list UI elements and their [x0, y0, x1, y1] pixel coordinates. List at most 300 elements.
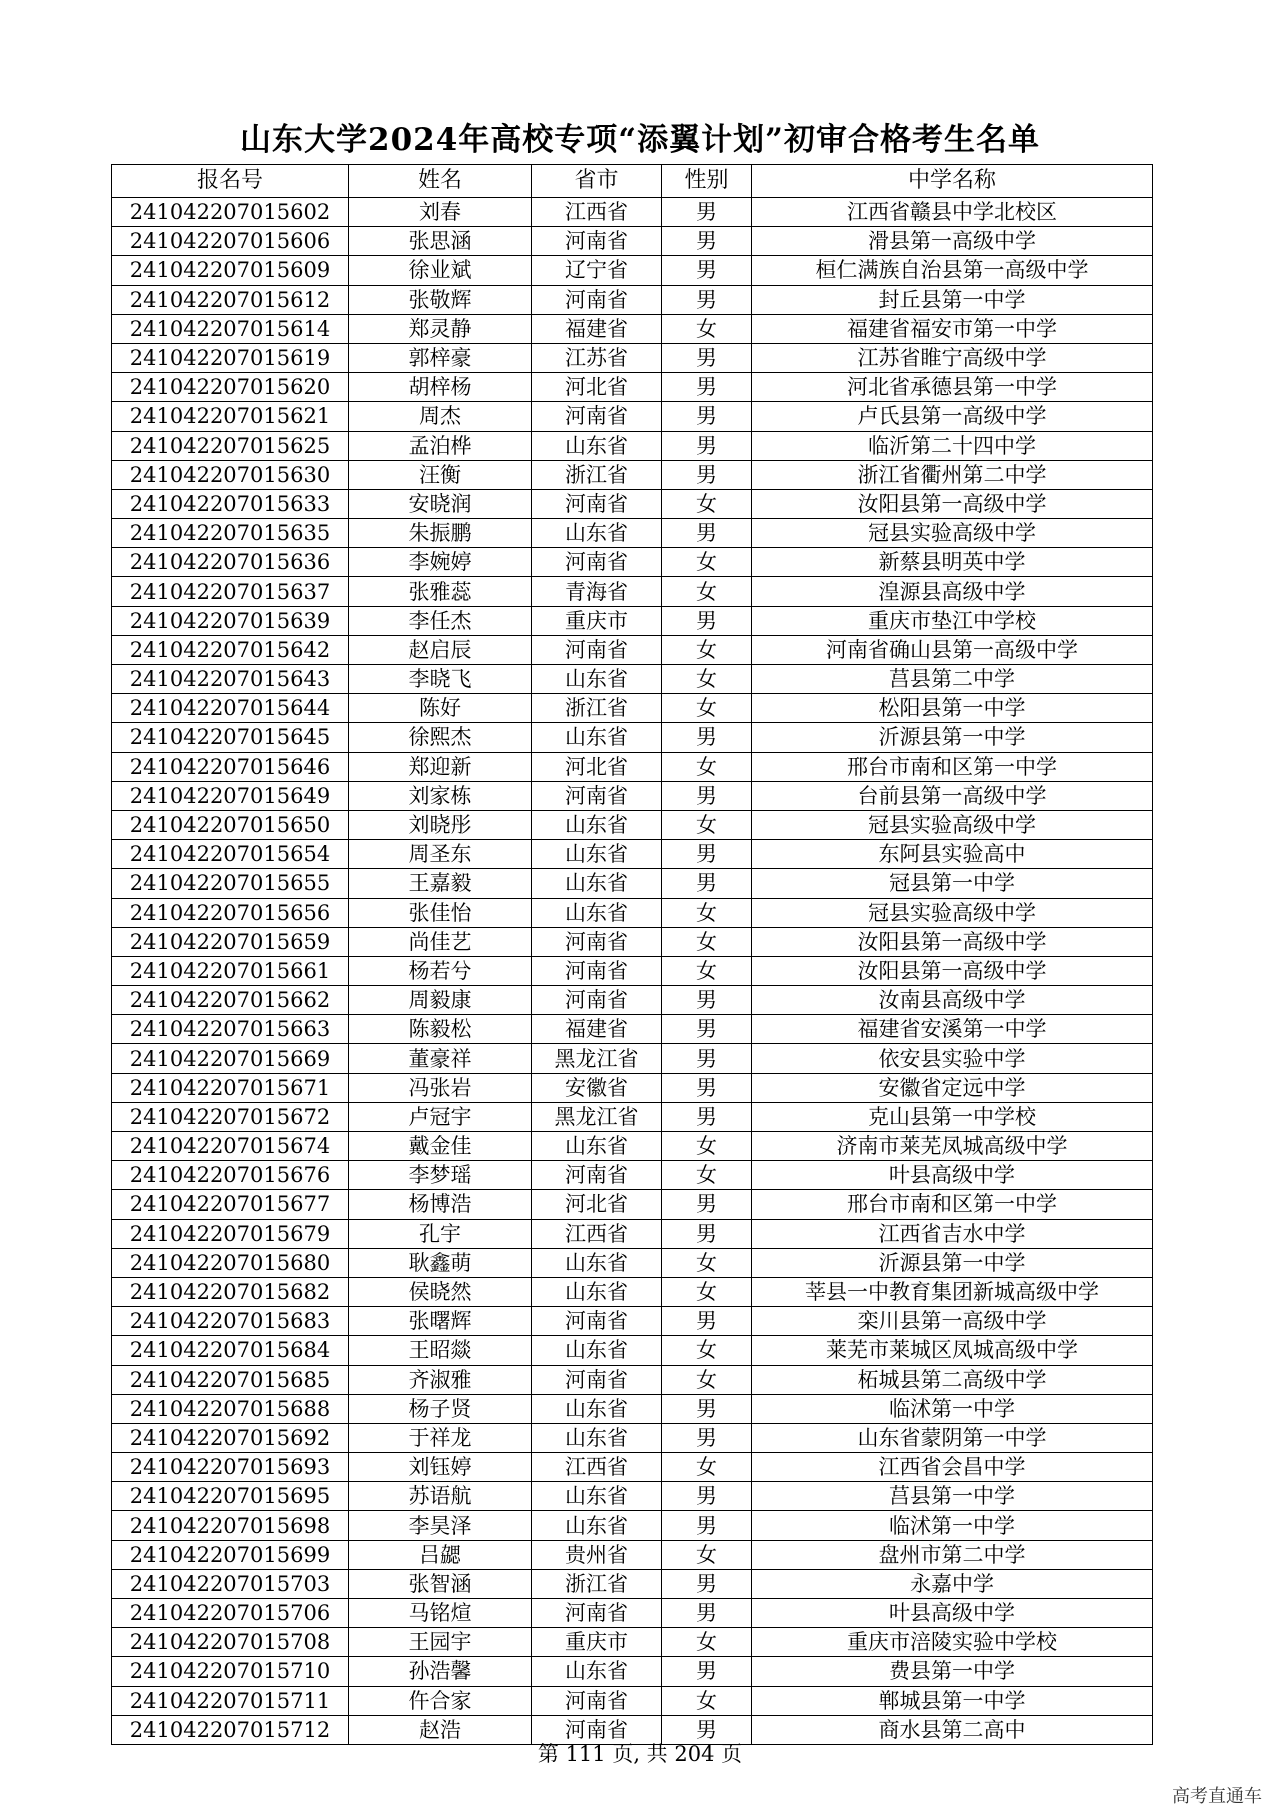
cell-registration-number: 241042207015602	[112, 198, 349, 227]
cell-province: 河南省	[532, 635, 662, 664]
table-row	[112, 665, 1153, 694]
cell-school: 汝阳县第一高级中学	[752, 956, 1153, 985]
table-row	[112, 1540, 1153, 1569]
cell-registration-number: 241042207015619	[112, 343, 349, 372]
cell-registration-number: 241042207015630	[112, 460, 349, 489]
cell-school: 沂源县第一中学	[752, 723, 1153, 752]
cell-registration-number: 241042207015644	[112, 694, 349, 723]
cell-registration-number: 241042207015669	[112, 1044, 349, 1073]
table-row	[112, 1102, 1153, 1131]
table-row	[112, 227, 1153, 256]
cell-registration-number: 241042207015692	[112, 1423, 349, 1452]
cell-registration-number: 241042207015695	[112, 1482, 349, 1511]
cell-gender: 女	[662, 956, 752, 985]
cell-province: 山东省	[532, 1423, 662, 1452]
table-row	[112, 256, 1153, 285]
cell-province: 江西省	[532, 1453, 662, 1482]
cell-school: 冠县第一中学	[752, 869, 1153, 898]
cell-registration-number: 241042207015684	[112, 1336, 349, 1365]
cell-name: 苏语航	[349, 1482, 532, 1511]
cell-registration-number: 241042207015688	[112, 1394, 349, 1423]
cell-registration-number: 241042207015662	[112, 986, 349, 1015]
cell-gender: 女	[662, 489, 752, 518]
cell-province: 山东省	[532, 898, 662, 927]
cell-name: 安晓润	[349, 489, 532, 518]
cell-registration-number: 241042207015645	[112, 723, 349, 752]
cell-gender: 女	[662, 1628, 752, 1657]
cell-gender: 男	[662, 1219, 752, 1248]
table-row	[112, 548, 1153, 577]
cell-province: 河南省	[532, 227, 662, 256]
cell-gender: 男	[662, 1073, 752, 1102]
cell-school: 邢台市南和区第一中学	[752, 752, 1153, 781]
cell-school: 永嘉中学	[752, 1569, 1153, 1598]
cell-gender: 男	[662, 460, 752, 489]
cell-school: 河南省确山县第一高级中学	[752, 635, 1153, 664]
table-header-row	[112, 165, 1153, 198]
table-row	[112, 1307, 1153, 1336]
cell-gender: 男	[662, 1394, 752, 1423]
cell-name: 张敬辉	[349, 285, 532, 314]
cell-registration-number: 241042207015625	[112, 431, 349, 460]
cell-school: 汝南县高级中学	[752, 986, 1153, 1015]
cell-name: 李任杰	[349, 606, 532, 635]
cell-name: 刘晓彤	[349, 810, 532, 839]
cell-registration-number: 241042207015642	[112, 635, 349, 664]
cell-province: 福建省	[532, 1015, 662, 1044]
cell-province: 山东省	[532, 1482, 662, 1511]
cell-registration-number: 241042207015650	[112, 810, 349, 839]
cell-province: 河北省	[532, 373, 662, 402]
cell-school: 桓仁满族自治县第一高级中学	[752, 256, 1153, 285]
cell-province: 山东省	[532, 1132, 662, 1161]
cell-registration-number: 241042207015676	[112, 1161, 349, 1190]
cell-province: 河北省	[532, 752, 662, 781]
table-row	[112, 810, 1153, 839]
table-row	[112, 1599, 1153, 1628]
table-row	[112, 1423, 1153, 1452]
cell-name: 赵启辰	[349, 635, 532, 664]
table-row	[112, 1453, 1153, 1482]
table-row	[112, 314, 1153, 343]
table-row	[112, 694, 1153, 723]
cell-name: 冯张岩	[349, 1073, 532, 1102]
cell-province: 贵州省	[532, 1540, 662, 1569]
cell-registration-number: 241042207015654	[112, 840, 349, 869]
cell-name: 周圣东	[349, 840, 532, 869]
table-row	[112, 1044, 1153, 1073]
cell-gender: 男	[662, 227, 752, 256]
cell-gender: 女	[662, 927, 752, 956]
cell-gender: 女	[662, 1132, 752, 1161]
cell-province: 山东省	[532, 869, 662, 898]
table-row	[112, 1219, 1153, 1248]
table-row	[112, 1394, 1153, 1423]
watermark: 高考直通车	[1172, 1786, 1262, 1807]
cell-school: 莱芜市莱城区凤城高级中学	[752, 1336, 1153, 1365]
cell-province: 河南省	[532, 1599, 662, 1628]
cell-registration-number: 241042207015703	[112, 1569, 349, 1598]
cell-registration-number: 241042207015682	[112, 1277, 349, 1306]
cell-name: 郑灵静	[349, 314, 532, 343]
cell-registration-number: 241042207015633	[112, 489, 349, 518]
cell-registration-number: 241042207015609	[112, 256, 349, 285]
cell-name: 陈毅松	[349, 1015, 532, 1044]
cell-gender: 女	[662, 810, 752, 839]
cell-gender: 男	[662, 1715, 752, 1744]
cell-gender: 男	[662, 285, 752, 314]
cell-province: 安徽省	[532, 1073, 662, 1102]
cell-province: 河南省	[532, 1365, 662, 1394]
cell-province: 河南省	[532, 1715, 662, 1744]
cell-gender: 男	[662, 1307, 752, 1336]
cell-name: 耿鑫萌	[349, 1248, 532, 1277]
cell-province: 河南省	[532, 927, 662, 956]
cell-name: 徐业斌	[349, 256, 532, 285]
cell-registration-number: 241042207015685	[112, 1365, 349, 1394]
cell-province: 河南省	[532, 285, 662, 314]
cell-name: 李婉婷	[349, 548, 532, 577]
cell-school: 冠县实验高级中学	[752, 519, 1153, 548]
cell-registration-number: 241042207015646	[112, 752, 349, 781]
cell-registration-number: 241042207015680	[112, 1248, 349, 1277]
cell-province: 山东省	[532, 810, 662, 839]
cell-gender: 男	[662, 1657, 752, 1686]
cell-name: 郑迎新	[349, 752, 532, 781]
cell-name: 张曙辉	[349, 1307, 532, 1336]
cell-name: 张佳怡	[349, 898, 532, 927]
table-row	[112, 986, 1153, 1015]
column-header-name: 姓名	[349, 165, 532, 198]
cell-registration-number: 241042207015693	[112, 1453, 349, 1482]
cell-gender: 男	[662, 373, 752, 402]
cell-school: 河北省承德县第一中学	[752, 373, 1153, 402]
cell-gender: 女	[662, 898, 752, 927]
cell-registration-number: 241042207015706	[112, 1599, 349, 1628]
table-row	[112, 489, 1153, 518]
cell-gender: 男	[662, 840, 752, 869]
cell-province: 河南省	[532, 489, 662, 518]
cell-province: 山东省	[532, 840, 662, 869]
cell-name: 刘春	[349, 198, 532, 227]
cell-school: 汝阳县第一高级中学	[752, 489, 1153, 518]
table-row	[112, 1657, 1153, 1686]
cell-name: 齐淑雅	[349, 1365, 532, 1394]
cell-name: 孟泊桦	[349, 431, 532, 460]
cell-gender: 女	[662, 694, 752, 723]
cell-name: 尚佳艺	[349, 927, 532, 956]
cell-province: 山东省	[532, 519, 662, 548]
cell-school: 江西省会昌中学	[752, 1453, 1153, 1482]
cell-province: 河南省	[532, 402, 662, 431]
table-row	[112, 1015, 1153, 1044]
cell-name: 孙浩馨	[349, 1657, 532, 1686]
cell-registration-number: 241042207015649	[112, 781, 349, 810]
cell-name: 侯晓然	[349, 1277, 532, 1306]
cell-school: 临沭第一中学	[752, 1394, 1153, 1423]
cell-gender: 男	[662, 1423, 752, 1452]
table-row	[112, 431, 1153, 460]
cell-registration-number: 241042207015661	[112, 956, 349, 985]
page-number: 第 111 页, 共 204 页	[537, 1742, 743, 1766]
table-row	[112, 956, 1153, 985]
cell-gender: 男	[662, 1044, 752, 1073]
table-row	[112, 1628, 1153, 1657]
cell-school: 台前县第一高级中学	[752, 781, 1153, 810]
cell-province: 重庆市	[532, 606, 662, 635]
table-row	[112, 1190, 1153, 1219]
cell-province: 青海省	[532, 577, 662, 606]
cell-name: 周毅康	[349, 986, 532, 1015]
cell-school: 卢氏县第一高级中学	[752, 402, 1153, 431]
table-row	[112, 460, 1153, 489]
cell-name: 刘钰婷	[349, 1453, 532, 1482]
cell-name: 卢冠宇	[349, 1102, 532, 1131]
cell-school: 莒县第二中学	[752, 665, 1153, 694]
cell-registration-number: 241042207015620	[112, 373, 349, 402]
cell-registration-number: 241042207015636	[112, 548, 349, 577]
cell-gender: 男	[662, 402, 752, 431]
cell-gender: 女	[662, 1277, 752, 1306]
cell-gender: 女	[662, 548, 752, 577]
cell-gender: 男	[662, 1599, 752, 1628]
cell-registration-number: 241042207015655	[112, 869, 349, 898]
cell-registration-number: 241042207015639	[112, 606, 349, 635]
cell-province: 河南省	[532, 781, 662, 810]
cell-school: 商水县第二高中	[752, 1715, 1153, 1744]
cell-name: 董豪祥	[349, 1044, 532, 1073]
cell-province: 江苏省	[532, 343, 662, 372]
cell-gender: 女	[662, 1336, 752, 1365]
cell-registration-number: 241042207015637	[112, 577, 349, 606]
cell-school: 栾川县第一高级中学	[752, 1307, 1153, 1336]
cell-province: 浙江省	[532, 694, 662, 723]
cell-province: 山东省	[532, 1657, 662, 1686]
cell-name: 朱振鹏	[349, 519, 532, 548]
cell-name: 王嘉毅	[349, 869, 532, 898]
table-row	[112, 635, 1153, 664]
cell-gender: 男	[662, 1569, 752, 1598]
cell-gender: 女	[662, 1248, 752, 1277]
cell-school: 依安县实验中学	[752, 1044, 1153, 1073]
cell-gender: 女	[662, 1686, 752, 1715]
cell-name: 仵合家	[349, 1686, 532, 1715]
table-row	[112, 1336, 1153, 1365]
cell-gender: 男	[662, 1102, 752, 1131]
cell-school: 费县第一中学	[752, 1657, 1153, 1686]
column-header-school: 中学名称	[752, 165, 1153, 198]
column-header-province: 省市	[532, 165, 662, 198]
table-row	[112, 1277, 1153, 1306]
table-row	[112, 402, 1153, 431]
cell-registration-number: 241042207015606	[112, 227, 349, 256]
cell-gender: 女	[662, 1161, 752, 1190]
cell-name: 徐熙杰	[349, 723, 532, 752]
table-row	[112, 577, 1153, 606]
cell-registration-number: 241042207015711	[112, 1686, 349, 1715]
table-row	[112, 752, 1153, 781]
table-row	[112, 1365, 1153, 1394]
cell-school: 新蔡县明英中学	[752, 548, 1153, 577]
cell-province: 河南省	[532, 1686, 662, 1715]
cell-gender: 女	[662, 577, 752, 606]
cell-school: 柘城县第二高级中学	[752, 1365, 1153, 1394]
cell-name: 胡梓杨	[349, 373, 532, 402]
cell-school: 叶县高级中学	[752, 1161, 1153, 1190]
cell-gender: 女	[662, 752, 752, 781]
cell-registration-number: 241042207015643	[112, 665, 349, 694]
cell-gender: 男	[662, 198, 752, 227]
table-row	[112, 285, 1153, 314]
cell-registration-number: 241042207015635	[112, 519, 349, 548]
cell-registration-number: 241042207015672	[112, 1102, 349, 1131]
table-row	[112, 519, 1153, 548]
cell-province: 河南省	[532, 1161, 662, 1190]
cell-school: 浙江省衢州第二中学	[752, 460, 1153, 489]
cell-registration-number: 241042207015683	[112, 1307, 349, 1336]
page-title: 山东大学2024年高校专项“添翼计划”初审合格考生名单	[240, 122, 1040, 158]
cell-gender: 男	[662, 256, 752, 285]
cell-province: 河南省	[532, 548, 662, 577]
cell-gender: 男	[662, 781, 752, 810]
cell-registration-number: 241042207015674	[112, 1132, 349, 1161]
cell-name: 郭梓豪	[349, 343, 532, 372]
table-row	[112, 1482, 1153, 1511]
cell-school: 临沭第一中学	[752, 1511, 1153, 1540]
cell-gender: 女	[662, 314, 752, 343]
cell-province: 黑龙江省	[532, 1044, 662, 1073]
cell-name: 汪衡	[349, 460, 532, 489]
table-row	[112, 1511, 1153, 1540]
cell-gender: 男	[662, 869, 752, 898]
cell-school: 克山县第一中学校	[752, 1102, 1153, 1131]
cell-name: 孔宇	[349, 1219, 532, 1248]
cell-province: 浙江省	[532, 1569, 662, 1598]
cell-name: 王园宇	[349, 1628, 532, 1657]
cell-school: 汝阳县第一高级中学	[752, 927, 1153, 956]
table-row	[112, 1161, 1153, 1190]
cell-name: 刘家栋	[349, 781, 532, 810]
cell-name: 吕勰	[349, 1540, 532, 1569]
cell-school: 盘州市第二中学	[752, 1540, 1153, 1569]
cell-registration-number: 241042207015712	[112, 1715, 349, 1744]
cell-name: 杨子贤	[349, 1394, 532, 1423]
column-header-registration-number: 报名号	[112, 165, 349, 198]
table-row	[112, 927, 1153, 956]
cell-province: 江西省	[532, 198, 662, 227]
cell-school: 济南市莱芜凤城高级中学	[752, 1132, 1153, 1161]
table-row	[112, 606, 1153, 635]
cell-gender: 女	[662, 635, 752, 664]
cell-gender: 男	[662, 343, 752, 372]
cell-school: 叶县高级中学	[752, 1599, 1153, 1628]
cell-registration-number: 241042207015671	[112, 1073, 349, 1102]
cell-gender: 女	[662, 1540, 752, 1569]
cell-name: 马铭煊	[349, 1599, 532, 1628]
cell-province: 山东省	[532, 665, 662, 694]
table-row	[112, 1132, 1153, 1161]
table-row	[112, 343, 1153, 372]
cell-province: 山东省	[532, 1336, 662, 1365]
cell-gender: 女	[662, 1453, 752, 1482]
cell-gender: 男	[662, 1015, 752, 1044]
table-row	[112, 1248, 1153, 1277]
table-row	[112, 1073, 1153, 1102]
cell-gender: 女	[662, 1365, 752, 1394]
cell-province: 重庆市	[532, 1628, 662, 1657]
table-row	[112, 198, 1153, 227]
cell-province: 山东省	[532, 1511, 662, 1540]
cell-name: 李梦瑶	[349, 1161, 532, 1190]
cell-name: 张智涵	[349, 1569, 532, 1598]
cell-province: 辽宁省	[532, 256, 662, 285]
cell-gender: 男	[662, 606, 752, 635]
cell-school: 福建省福安市第一中学	[752, 314, 1153, 343]
cell-name: 戴金佳	[349, 1132, 532, 1161]
cell-school: 东阿县实验高中	[752, 840, 1153, 869]
cell-name: 杨若兮	[349, 956, 532, 985]
cell-registration-number: 241042207015710	[112, 1657, 349, 1686]
table-body	[112, 198, 1153, 1745]
cell-school: 莘县一中教育集团新城高级中学	[752, 1277, 1153, 1306]
table-row	[112, 869, 1153, 898]
column-header-gender: 性别	[662, 165, 752, 198]
cell-name: 张雅蕊	[349, 577, 532, 606]
cell-province: 黑龙江省	[532, 1102, 662, 1131]
cell-school: 江苏省睢宁高级中学	[752, 343, 1153, 372]
candidate-table	[111, 164, 1153, 1745]
cell-registration-number: 241042207015699	[112, 1540, 349, 1569]
cell-province: 山东省	[532, 1394, 662, 1423]
cell-province: 河南省	[532, 1307, 662, 1336]
cell-school: 江西省吉水中学	[752, 1219, 1153, 1248]
cell-school: 重庆市涪陵实验中学校	[752, 1628, 1153, 1657]
table-row	[112, 840, 1153, 869]
cell-name: 李昊泽	[349, 1511, 532, 1540]
cell-school: 临沂第二十四中学	[752, 431, 1153, 460]
cell-province: 福建省	[532, 314, 662, 343]
cell-gender: 男	[662, 723, 752, 752]
cell-gender: 男	[662, 1482, 752, 1511]
cell-name: 于祥龙	[349, 1423, 532, 1452]
cell-gender: 女	[662, 665, 752, 694]
table-row	[112, 373, 1153, 402]
table-row	[112, 898, 1153, 927]
cell-gender: 男	[662, 986, 752, 1015]
cell-name: 杨博浩	[349, 1190, 532, 1219]
cell-province: 山东省	[532, 1248, 662, 1277]
cell-name: 张思涵	[349, 227, 532, 256]
cell-name: 李晓飞	[349, 665, 532, 694]
cell-province: 河南省	[532, 956, 662, 985]
cell-registration-number: 241042207015614	[112, 314, 349, 343]
cell-province: 浙江省	[532, 460, 662, 489]
cell-school: 莒县第一中学	[752, 1482, 1153, 1511]
cell-school: 沂源县第一中学	[752, 1248, 1153, 1277]
cell-school: 松阳县第一中学	[752, 694, 1153, 723]
cell-school: 郸城县第一中学	[752, 1686, 1153, 1715]
cell-registration-number: 241042207015677	[112, 1190, 349, 1219]
cell-school: 福建省安溪第一中学	[752, 1015, 1153, 1044]
cell-school: 冠县实验高级中学	[752, 810, 1153, 839]
cell-school: 滑县第一高级中学	[752, 227, 1153, 256]
cell-registration-number: 241042207015612	[112, 285, 349, 314]
cell-registration-number: 241042207015698	[112, 1511, 349, 1540]
cell-province: 山东省	[532, 1277, 662, 1306]
table-row	[112, 723, 1153, 752]
cell-school: 山东省蒙阴第一中学	[752, 1423, 1153, 1452]
table-row	[112, 781, 1153, 810]
